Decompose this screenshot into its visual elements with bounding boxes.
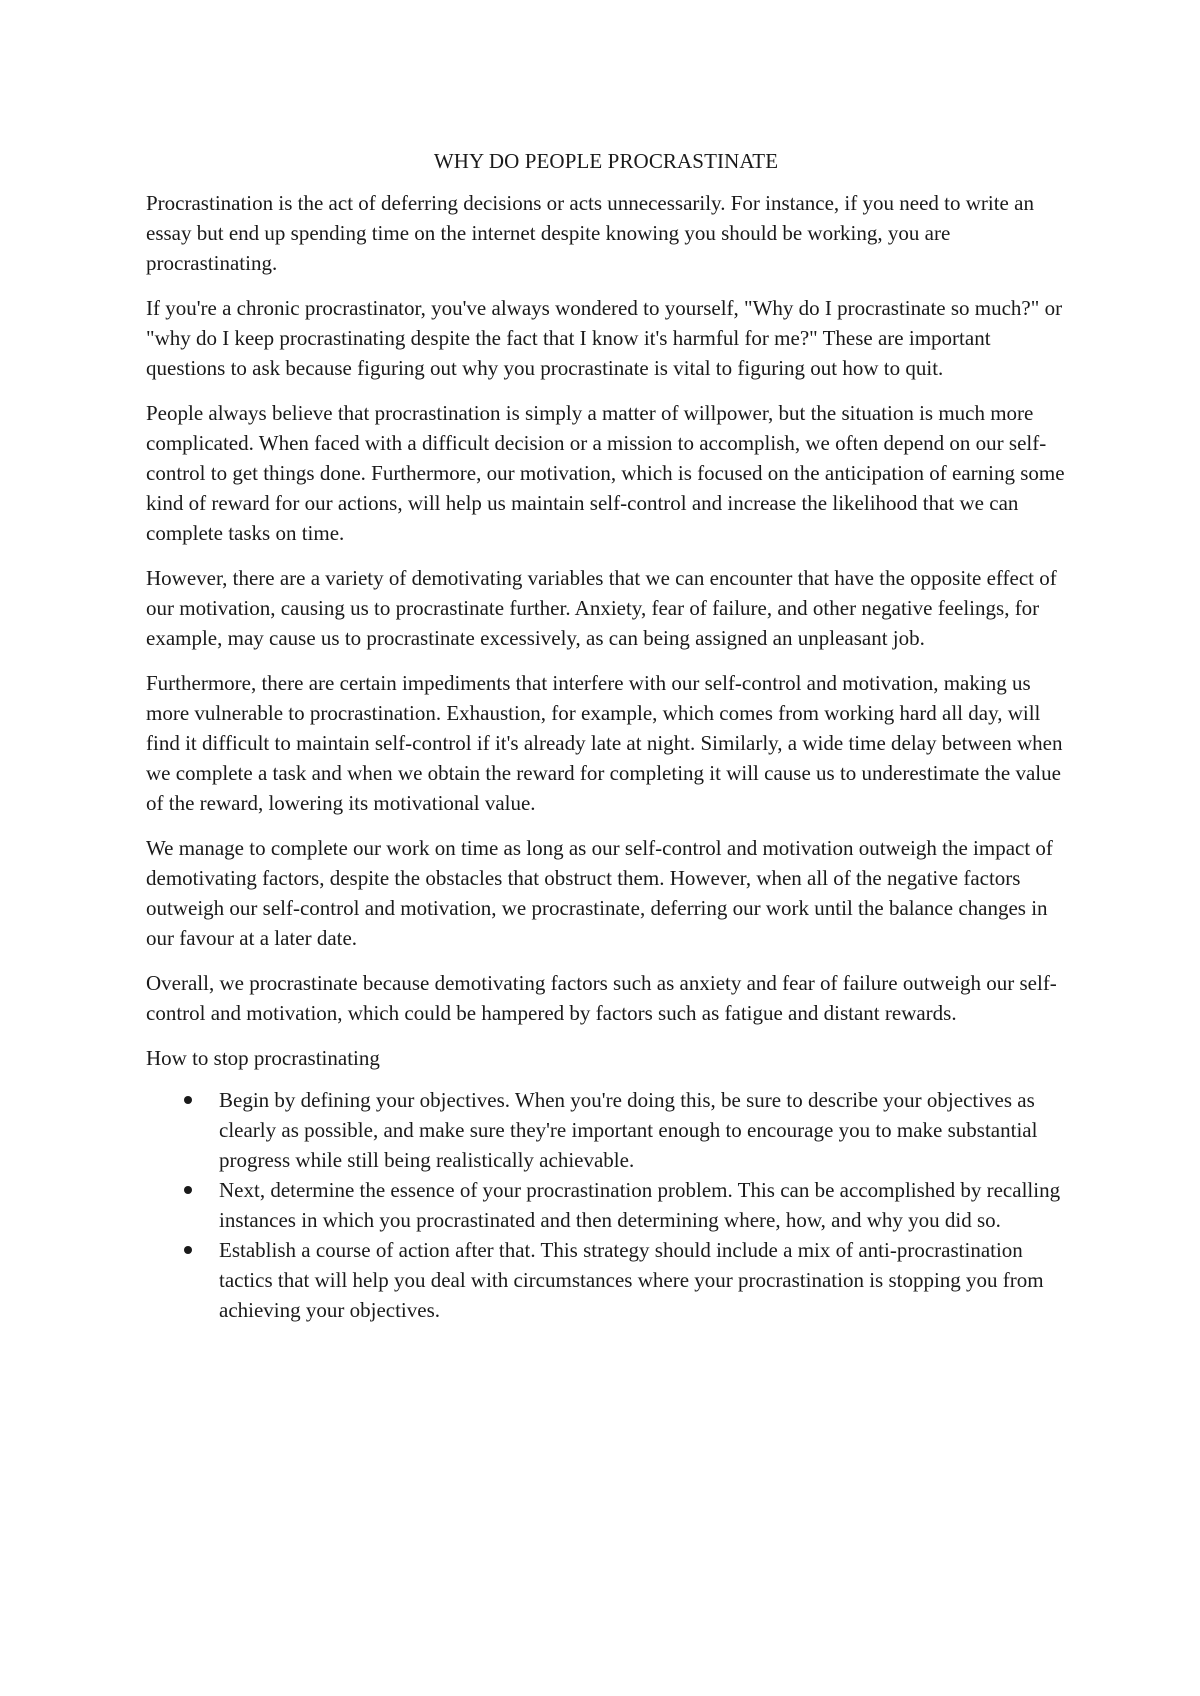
list-item-text: Next, determine the essence of your procrastination problem. This can be accomplished by recalling instances in which you procrastinated and then determining where, how, and why you did so.: [219, 1178, 1061, 1232]
list-item: [146, 1235, 1066, 1325]
list-item: [146, 1175, 1066, 1235]
document-title: WHY DO PEOPLE PROCRASTINATE: [433, 149, 779, 173]
list-item: [146, 1085, 1066, 1175]
paragraph-2: If you're a chronic procrastinator, you've always wondered to yourself, "Why do I procrastinate so much?" or "why do I keep procrastinating despite the fact that I know it's harmful for me?" These are important questions to ask because figuring out why you procrastinate is vital to figuring out how to quit.: [146, 296, 1063, 380]
paragraph-4: However, there are a variety of demotivating variables that we can encounter that have the opposite effect of our motivation, causing us to procrastinate further. Anxiety, fear of failure, and other negative feelings, for example, may cause us to procrastinate excessively, as can being assigned an unpleasant job.: [146, 566, 1057, 650]
paragraph-3: People always believe that procrastination is simply a matter of willpower, but the situation is much more complicated. When faced with a difficult decision or a mission to accomplish, we often depend on our self-control to get things done. Furthermore, our motivation, which is focused on the anticipation of earning some kind of reward for our actions, will help us maintain self-control and increase the likelihood that we can complete tasks on time.: [146, 401, 1065, 545]
section-heading: How to stop procrastinating: [146, 1046, 380, 1070]
list-item-text: Begin by defining your objectives. When you're doing this, be sure to describe your objectives as clearly as possible, and make sure they're important enough to encourage you to make substantial progress while still being realistically achievable.: [219, 1088, 1038, 1172]
bullet-icon: [184, 1186, 192, 1194]
steps-list: [146, 1085, 1066, 1325]
paragraph-1: Procrastination is the act of deferring decisions or acts unnecessarily. For instance, if you need to write an essay but end up spending time on the internet despite knowing you should be working, you are procrastinating.: [146, 191, 1034, 275]
paragraph-7: Overall, we procrastinate because demotivating factors such as anxiety and fear of failure outweigh our self-control and motivation, which could be hampered by factors such as fatigue and distant rewards.: [146, 971, 1057, 1025]
list-item-text: Establish a course of action after that. This strategy should include a mix of anti-procrastination tactics that will help you deal with circumstances where your procrastination is stopping you from achieving your objectives.: [219, 1238, 1044, 1322]
bullet-icon: [184, 1096, 192, 1104]
bullet-icon: [184, 1246, 192, 1254]
paragraph-5: Furthermore, there are certain impediments that interfere with our self-control and motivation, making us more vulnerable to procrastination. Exhaustion, for example, which comes from working hard all day, will find it difficult to maintain self-control if it's already late at night. Similarly, a wide time delay between when we complete a task and when we obtain the reward for completing it will cause us to underestimate the value of the reward, lowering its motivational value.: [146, 671, 1063, 815]
document-page: [146, 146, 1066, 1325]
paragraph-6: We manage to complete our work on time as long as our self-control and motivation outweigh the impact of demotivating factors, despite the obstacles that obstruct them. However, when all of the negative factors outweigh our self-control and motivation, we procrastinate, deferring our work until the balance changes in our favour at a later date.: [146, 836, 1053, 950]
